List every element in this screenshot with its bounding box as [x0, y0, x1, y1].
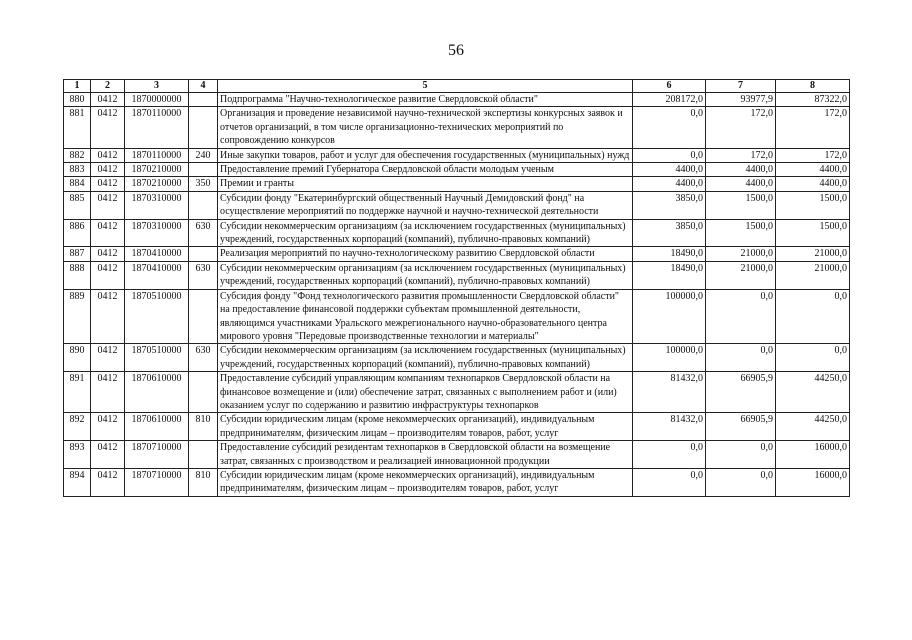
amount-col7-cell: 21000,0: [706, 247, 776, 261]
row-number-cell: 887: [64, 247, 91, 261]
amount-col6-cell: 3850,0: [633, 219, 706, 247]
target-code-cell: 1870210000: [125, 177, 189, 191]
header-cell: 5: [218, 80, 633, 93]
table-row: [64, 344, 850, 372]
item-name-cell: Субсидии фонду "Екатеринбургский общественный Научный Демидовский фонд" на осуществление мероприятий по поддержке научной и научно-технической деятельности: [218, 191, 633, 219]
amount-col6-cell: 0,0: [633, 107, 706, 148]
target-code-cell: 1870210000: [125, 163, 189, 177]
item-name-cell: Организация и проведение независимой научно-технической экспертизы конкурсных заявок и отчетов организаций, в том числе организационно-технических мероприятий по сопровождению конкурсов: [218, 107, 633, 148]
table-row: [64, 247, 850, 261]
item-name-cell: Иные закупки товаров, работ и услуг для обеспечения государственных (муниципальных) нужд: [218, 148, 633, 162]
table-row: [64, 261, 850, 289]
amount-col6-cell: 0,0: [633, 441, 706, 469]
amount-col8-cell: 0,0: [776, 344, 850, 372]
amount-col8-cell: 1500,0: [776, 191, 850, 219]
amount-col7-cell: 4400,0: [706, 177, 776, 191]
amount-col6-cell: 208172,0: [633, 93, 706, 107]
amount-col7-cell: 66905,9: [706, 372, 776, 413]
table-row: [64, 289, 850, 344]
amount-col8-cell: 21000,0: [776, 247, 850, 261]
section-code-cell: 0412: [91, 261, 125, 289]
expense-type-cell: 630: [189, 344, 218, 372]
amount-col7-cell: 1500,0: [706, 191, 776, 219]
table-body: [64, 93, 850, 497]
amount-col8-cell: 44250,0: [776, 372, 850, 413]
amount-col8-cell: 87322,0: [776, 93, 850, 107]
amount-col6-cell: 100000,0: [633, 344, 706, 372]
item-name-cell: Субсидия фонду "Фонд технологического развития промышленности Свердловской области" на предоставление финансовой поддержки субъектам промышленной деятельности, являющимся участниками Уральского межрегионального научно-образовательного центра мирового уровня "Передовые производственные технологии и материалы": [218, 289, 633, 344]
amount-col8-cell: 16000,0: [776, 468, 850, 496]
item-name-cell: Предоставление субсидий управляющим компаниям технопарков Свердловской области на финансовое возмещение и (или) обеспечение затрат, связанных с выполнением работ и (или) оказанием услуг по содержанию и развитию инфраструктуры технопарков: [218, 372, 633, 413]
budget-table: [63, 79, 850, 497]
table-row: [64, 177, 850, 191]
table-row: [64, 372, 850, 413]
amount-col8-cell: 0,0: [776, 289, 850, 344]
row-number-cell: 890: [64, 344, 91, 372]
target-code-cell: 1870410000: [125, 247, 189, 261]
amount-col8-cell: 44250,0: [776, 413, 850, 441]
amount-col7-cell: 0,0: [706, 468, 776, 496]
amount-col8-cell: 172,0: [776, 107, 850, 148]
amount-col7-cell: 172,0: [706, 107, 776, 148]
table-row: [64, 413, 850, 441]
table-row: [64, 191, 850, 219]
target-code-cell: 1870710000: [125, 468, 189, 496]
table-row: [64, 441, 850, 469]
expense-type-cell: [189, 441, 218, 469]
section-code-cell: 0412: [91, 163, 125, 177]
expense-type-cell: [189, 289, 218, 344]
item-name-cell: Субсидии юридическим лицам (кроме некоммерческих организаций), индивидуальным предпринимателям, физическим лицам – производителям товаров, работ, услуг: [218, 413, 633, 441]
header-cell: 1: [64, 80, 91, 93]
row-number-cell: 885: [64, 191, 91, 219]
section-code-cell: 0412: [91, 289, 125, 344]
amount-col7-cell: 0,0: [706, 441, 776, 469]
item-name-cell: Субсидии некоммерческим организациям (за исключением государственных (муниципальных) учреждений, государственных корпораций (компаний), публично-правовых компаний): [218, 261, 633, 289]
target-code-cell: 1870310000: [125, 219, 189, 247]
amount-col8-cell: 4400,0: [776, 163, 850, 177]
table-row: [64, 148, 850, 162]
expense-type-cell: 630: [189, 219, 218, 247]
section-code-cell: 0412: [91, 148, 125, 162]
table-row: [64, 468, 850, 496]
amount-col6-cell: 81432,0: [633, 372, 706, 413]
section-code-cell: 0412: [91, 372, 125, 413]
row-number-cell: 888: [64, 261, 91, 289]
amount-col7-cell: 172,0: [706, 148, 776, 162]
page-number: 56: [448, 42, 464, 59]
table-row: [64, 93, 850, 107]
amount-col6-cell: 3850,0: [633, 191, 706, 219]
header-cell: 2: [91, 80, 125, 93]
section-code-cell: 0412: [91, 247, 125, 261]
amount-col7-cell: 4400,0: [706, 163, 776, 177]
header-cell: 8: [776, 80, 850, 93]
header-cell: 7: [706, 80, 776, 93]
amount-col7-cell: 21000,0: [706, 261, 776, 289]
expense-type-cell: 350: [189, 177, 218, 191]
amount-col6-cell: 81432,0: [633, 413, 706, 441]
item-name-cell: Реализация мероприятий по научно-технологическому развитию Свердловской области: [218, 247, 633, 261]
section-code-cell: 0412: [91, 441, 125, 469]
amount-col7-cell: 0,0: [706, 344, 776, 372]
row-number-cell: 883: [64, 163, 91, 177]
target-code-cell: 1870610000: [125, 413, 189, 441]
amount-col6-cell: 18490,0: [633, 261, 706, 289]
expense-type-cell: 810: [189, 468, 218, 496]
target-code-cell: 1870000000: [125, 93, 189, 107]
header-cell: 4: [189, 80, 218, 93]
table-row: [64, 219, 850, 247]
expense-type-cell: [189, 247, 218, 261]
table-row: [64, 163, 850, 177]
row-number-cell: 882: [64, 148, 91, 162]
header-row: [64, 80, 850, 93]
header-cell: 3: [125, 80, 189, 93]
section-code-cell: 0412: [91, 344, 125, 372]
expense-type-cell: [189, 107, 218, 148]
section-code-cell: 0412: [91, 219, 125, 247]
item-name-cell: Предоставление субсидий резидентам технопарков в Свердловской области на возмещение затрат, связанных с производством и реализацией инновационной продукции: [218, 441, 633, 469]
row-number-cell: 891: [64, 372, 91, 413]
row-number-cell: 884: [64, 177, 91, 191]
amount-col7-cell: 93977,9: [706, 93, 776, 107]
amount-col7-cell: 66905,9: [706, 413, 776, 441]
amount-col8-cell: 21000,0: [776, 261, 850, 289]
target-code-cell: 1870510000: [125, 344, 189, 372]
header-cell: 6: [633, 80, 706, 93]
amount-col6-cell: 4400,0: [633, 163, 706, 177]
row-number-cell: 889: [64, 289, 91, 344]
table-row: [64, 107, 850, 148]
item-name-cell: Субсидии некоммерческим организациям (за исключением государственных (муниципальных) учреждений, государственных корпораций (компаний), публично-правовых компаний): [218, 219, 633, 247]
expense-type-cell: [189, 372, 218, 413]
item-name-cell: Премии и гранты: [218, 177, 633, 191]
target-code-cell: 1870110000: [125, 148, 189, 162]
item-name-cell: Субсидии некоммерческим организациям (за исключением государственных (муниципальных) учреждений, государственных корпораций (компаний), публично-правовых компаний): [218, 344, 633, 372]
section-code-cell: 0412: [91, 468, 125, 496]
target-code-cell: 1870710000: [125, 441, 189, 469]
target-code-cell: 1870510000: [125, 289, 189, 344]
amount-col6-cell: 4400,0: [633, 177, 706, 191]
expense-type-cell: [189, 191, 218, 219]
amount-col8-cell: 1500,0: [776, 219, 850, 247]
section-code-cell: 0412: [91, 413, 125, 441]
expense-type-cell: [189, 93, 218, 107]
amount-col6-cell: 18490,0: [633, 247, 706, 261]
section-code-cell: 0412: [91, 93, 125, 107]
amount-col8-cell: 172,0: [776, 148, 850, 162]
item-name-cell: Предоставление премий Губернатора Свердловской области молодым ученым: [218, 163, 633, 177]
target-code-cell: 1870610000: [125, 372, 189, 413]
section-code-cell: 0412: [91, 177, 125, 191]
expense-type-cell: [189, 163, 218, 177]
amount-col8-cell: 16000,0: [776, 441, 850, 469]
target-code-cell: 1870310000: [125, 191, 189, 219]
amount-col7-cell: 0,0: [706, 289, 776, 344]
amount-col8-cell: 4400,0: [776, 177, 850, 191]
amount-col6-cell: 100000,0: [633, 289, 706, 344]
expense-type-cell: 630: [189, 261, 218, 289]
row-number-cell: 894: [64, 468, 91, 496]
item-name-cell: Субсидии юридическим лицам (кроме некоммерческих организаций), индивидуальным предпринимателям, физическим лицам – производителям товаров, работ, услуг: [218, 468, 633, 496]
row-number-cell: 880: [64, 93, 91, 107]
row-number-cell: 881: [64, 107, 91, 148]
section-code-cell: 0412: [91, 107, 125, 148]
row-number-cell: 892: [64, 413, 91, 441]
row-number-cell: 886: [64, 219, 91, 247]
target-code-cell: 1870110000: [125, 107, 189, 148]
row-number-cell: 893: [64, 441, 91, 469]
item-name-cell: Подпрограмма "Научно-технологическое развитие Свердловской области": [218, 93, 633, 107]
amount-col7-cell: 1500,0: [706, 219, 776, 247]
amount-col6-cell: 0,0: [633, 468, 706, 496]
amount-col6-cell: 0,0: [633, 148, 706, 162]
expense-type-cell: 240: [189, 148, 218, 162]
section-code-cell: 0412: [91, 191, 125, 219]
expense-type-cell: 810: [189, 413, 218, 441]
target-code-cell: 1870410000: [125, 261, 189, 289]
